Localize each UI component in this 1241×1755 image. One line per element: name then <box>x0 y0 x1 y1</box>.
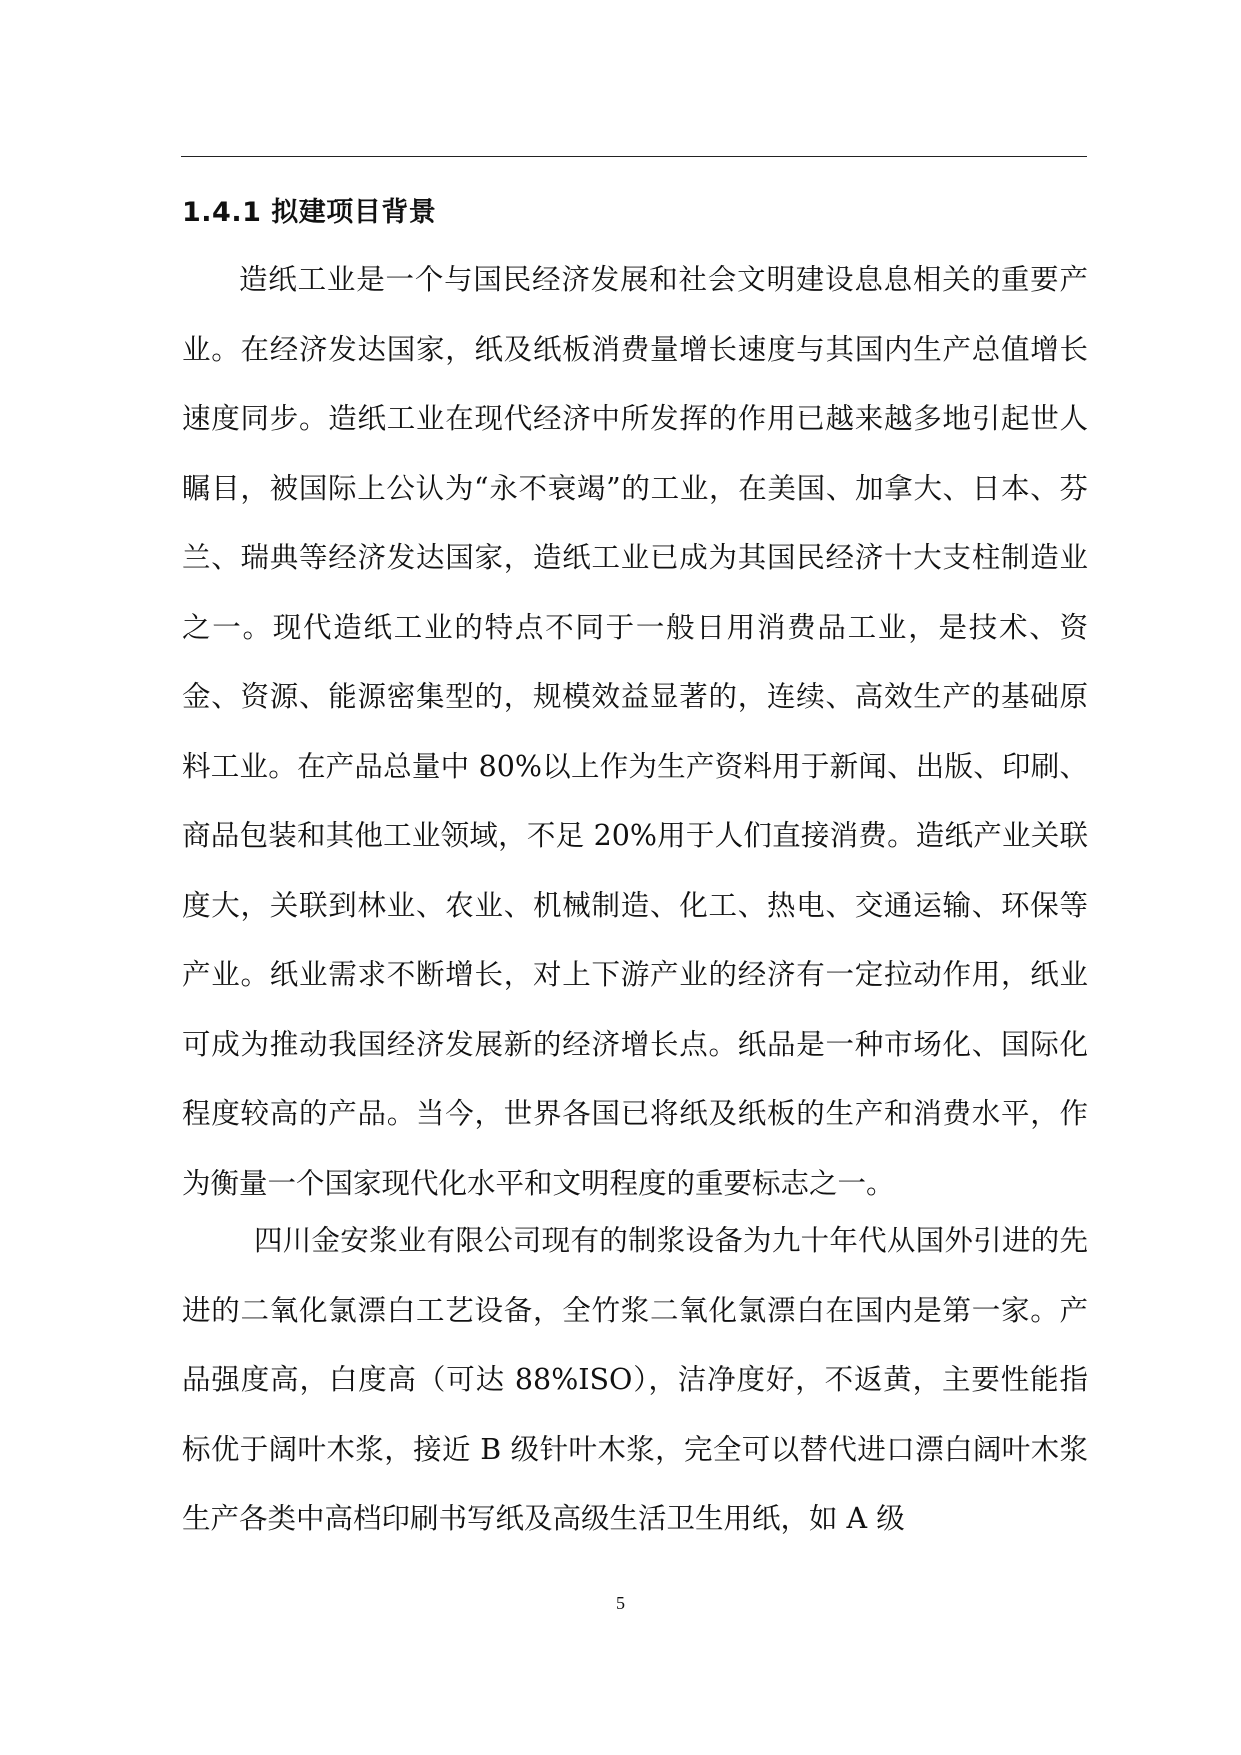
header-rule <box>181 156 1087 157</box>
page-number: 5 <box>616 1593 625 1613</box>
body-paragraph-industry-background: 造纸工业是一个与国民经济发展和社会文明建设息息相关的重要产业。在经济发达国家，纸及纸板消费量增长速度与其国内生产总值增长速度同步。造纸工业在现代经济中所发挥的作用已越来越多地引起世人瞩目，被国际上公认为“永不衰竭”的工业，在美国、加拿大、日本、芬兰、瑞典等经济发达国家，造纸工业已成为其国民经济十大支柱制造业之一。现代造纸工业的特点不同于一般日用消费品工业，是技术、资金、资源、能源密集型的，规模效益显著的，连续、高效生产的基础原料工业。在产品总量中 80%以上作为生产资料用于新闻、出版、印刷、商品包装和其他工业领域，不足 20%用于人们直接消费。造纸产业关联度大，关联到林业、农业、机械制造、化工、热电、交通运输、环保等产业。纸业需求不断增长，对上下游产业的经济有一定拉动作用，纸业可成为推动我国经济发展新的经济增长点。纸品是一种市场化、国际化程度较高的产品。当今，世界各国已将纸及纸板的生产和消费水平，作为衡量一个国家现代化水平和文明程度的重要标志之一。 <box>182 263 1088 1200</box>
section-heading: 1.4.1 拟建项目背景 <box>182 197 437 228</box>
body-paragraph-company-equipment: 四川金安浆业有限公司现有的制浆设备为九十年代从国外引进的先进的二氧化氯漂白工艺设备，全竹浆二氧化氯漂白在国内是第一家。产品强度高，白度高（可达 88%ISO），洁净度好，不返黄，主要性能指标优于阔叶木浆，接近 B 级针叶木浆，完全可以替代进口漂白阔叶木浆生产各类中高档印刷书写纸及高级生活卫生用纸，如 A 级 <box>182 1224 1088 1535</box>
